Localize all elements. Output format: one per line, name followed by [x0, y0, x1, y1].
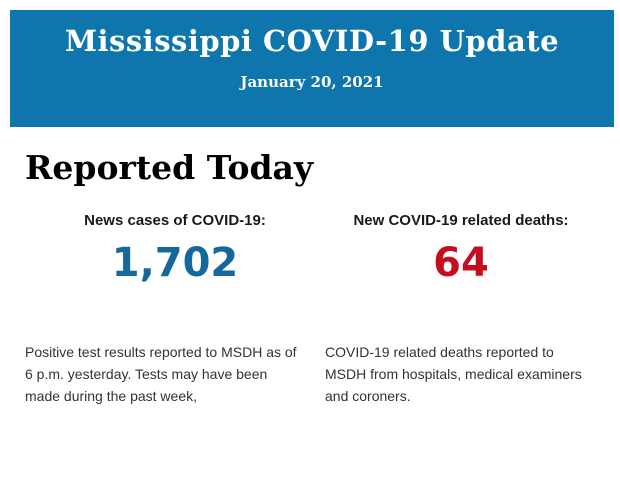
stat-new-cases — [25, 212, 325, 407]
new-cases-description: Positive test results reported to MSDH as of 6 p.m. yesterday. Tests may have been made during the past week, — [25, 343, 297, 404]
stat-new-deaths — [325, 212, 597, 407]
section-heading-reported-today: Reported Today — [25, 148, 314, 187]
new-cases-label: News cases of COVID-19: — [84, 211, 266, 229]
newsletter-title: Mississippi COVID-19 Update — [64, 24, 560, 58]
newsletter-date: January 20, 2021 — [240, 72, 384, 91]
new-cases-value: 1,702 — [111, 239, 239, 286]
new-deaths-value: 64 — [433, 239, 489, 286]
new-deaths-description: COVID-19 related deaths reported to MSDH from hospitals, medical examiners and coroners. — [325, 343, 582, 404]
header-banner — [10, 10, 614, 127]
content-area — [0, 147, 620, 407]
stats-row — [25, 212, 597, 407]
new-deaths-label: New COVID-19 related deaths: — [353, 211, 569, 229]
